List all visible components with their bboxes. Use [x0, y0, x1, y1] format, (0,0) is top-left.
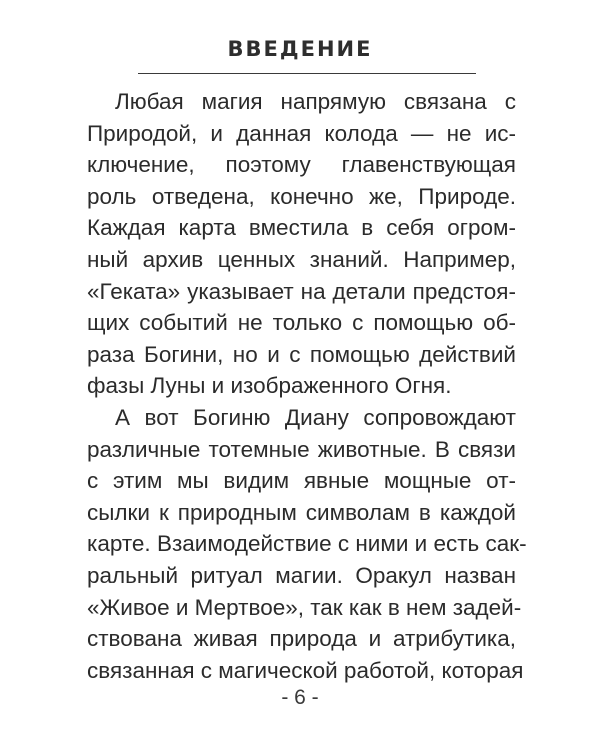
body-text	[87, 86, 527, 686]
text-line: сылки к природным символам в каждой	[87, 499, 516, 525]
text-line: Любая магия напрямую связана с	[115, 89, 516, 114]
heading-underline	[138, 73, 476, 74]
text-line: щих событий не только с помощью об-	[87, 310, 516, 336]
text-line: роль отведена, конечно же, Природе.	[87, 183, 516, 209]
text-line: фазы Луны и изображенного Огня.	[87, 373, 452, 399]
text-line: «Живое и Мертвое», так как в нем задей-	[87, 594, 522, 620]
chapter-heading: ВВЕДЕНИЕ	[227, 37, 373, 61]
text-line: Каждая карта вместила в себя огром-	[87, 215, 516, 241]
text-line: ральный ритуал магии. Оракул назван	[87, 562, 516, 588]
text-line: с этим мы видим явные мощные от-	[87, 468, 516, 494]
page-number: - 6 -	[281, 686, 319, 709]
text-line: ключение, поэтому главенствующая	[87, 152, 516, 178]
text-line: ный архив ценных знаний. Например,	[87, 246, 516, 272]
text-line: раза Богини, но и с помощью действий	[87, 341, 516, 367]
text-line: «Геката» указывает на детали предстоя-	[87, 278, 516, 304]
text-line: карте. Взаимодействие с ними и есть сак-	[87, 531, 527, 557]
text-line: Природой, и данная колода — не ис-	[87, 120, 516, 146]
text-line: ствована живая природа и атрибутика,	[87, 626, 516, 652]
text-line: различные тотемные животные. В связи	[87, 436, 516, 462]
text-line: А вот Богиню Диану сопровождают	[115, 404, 516, 430]
text-line: связанная с магической работой, которая	[87, 657, 524, 683]
